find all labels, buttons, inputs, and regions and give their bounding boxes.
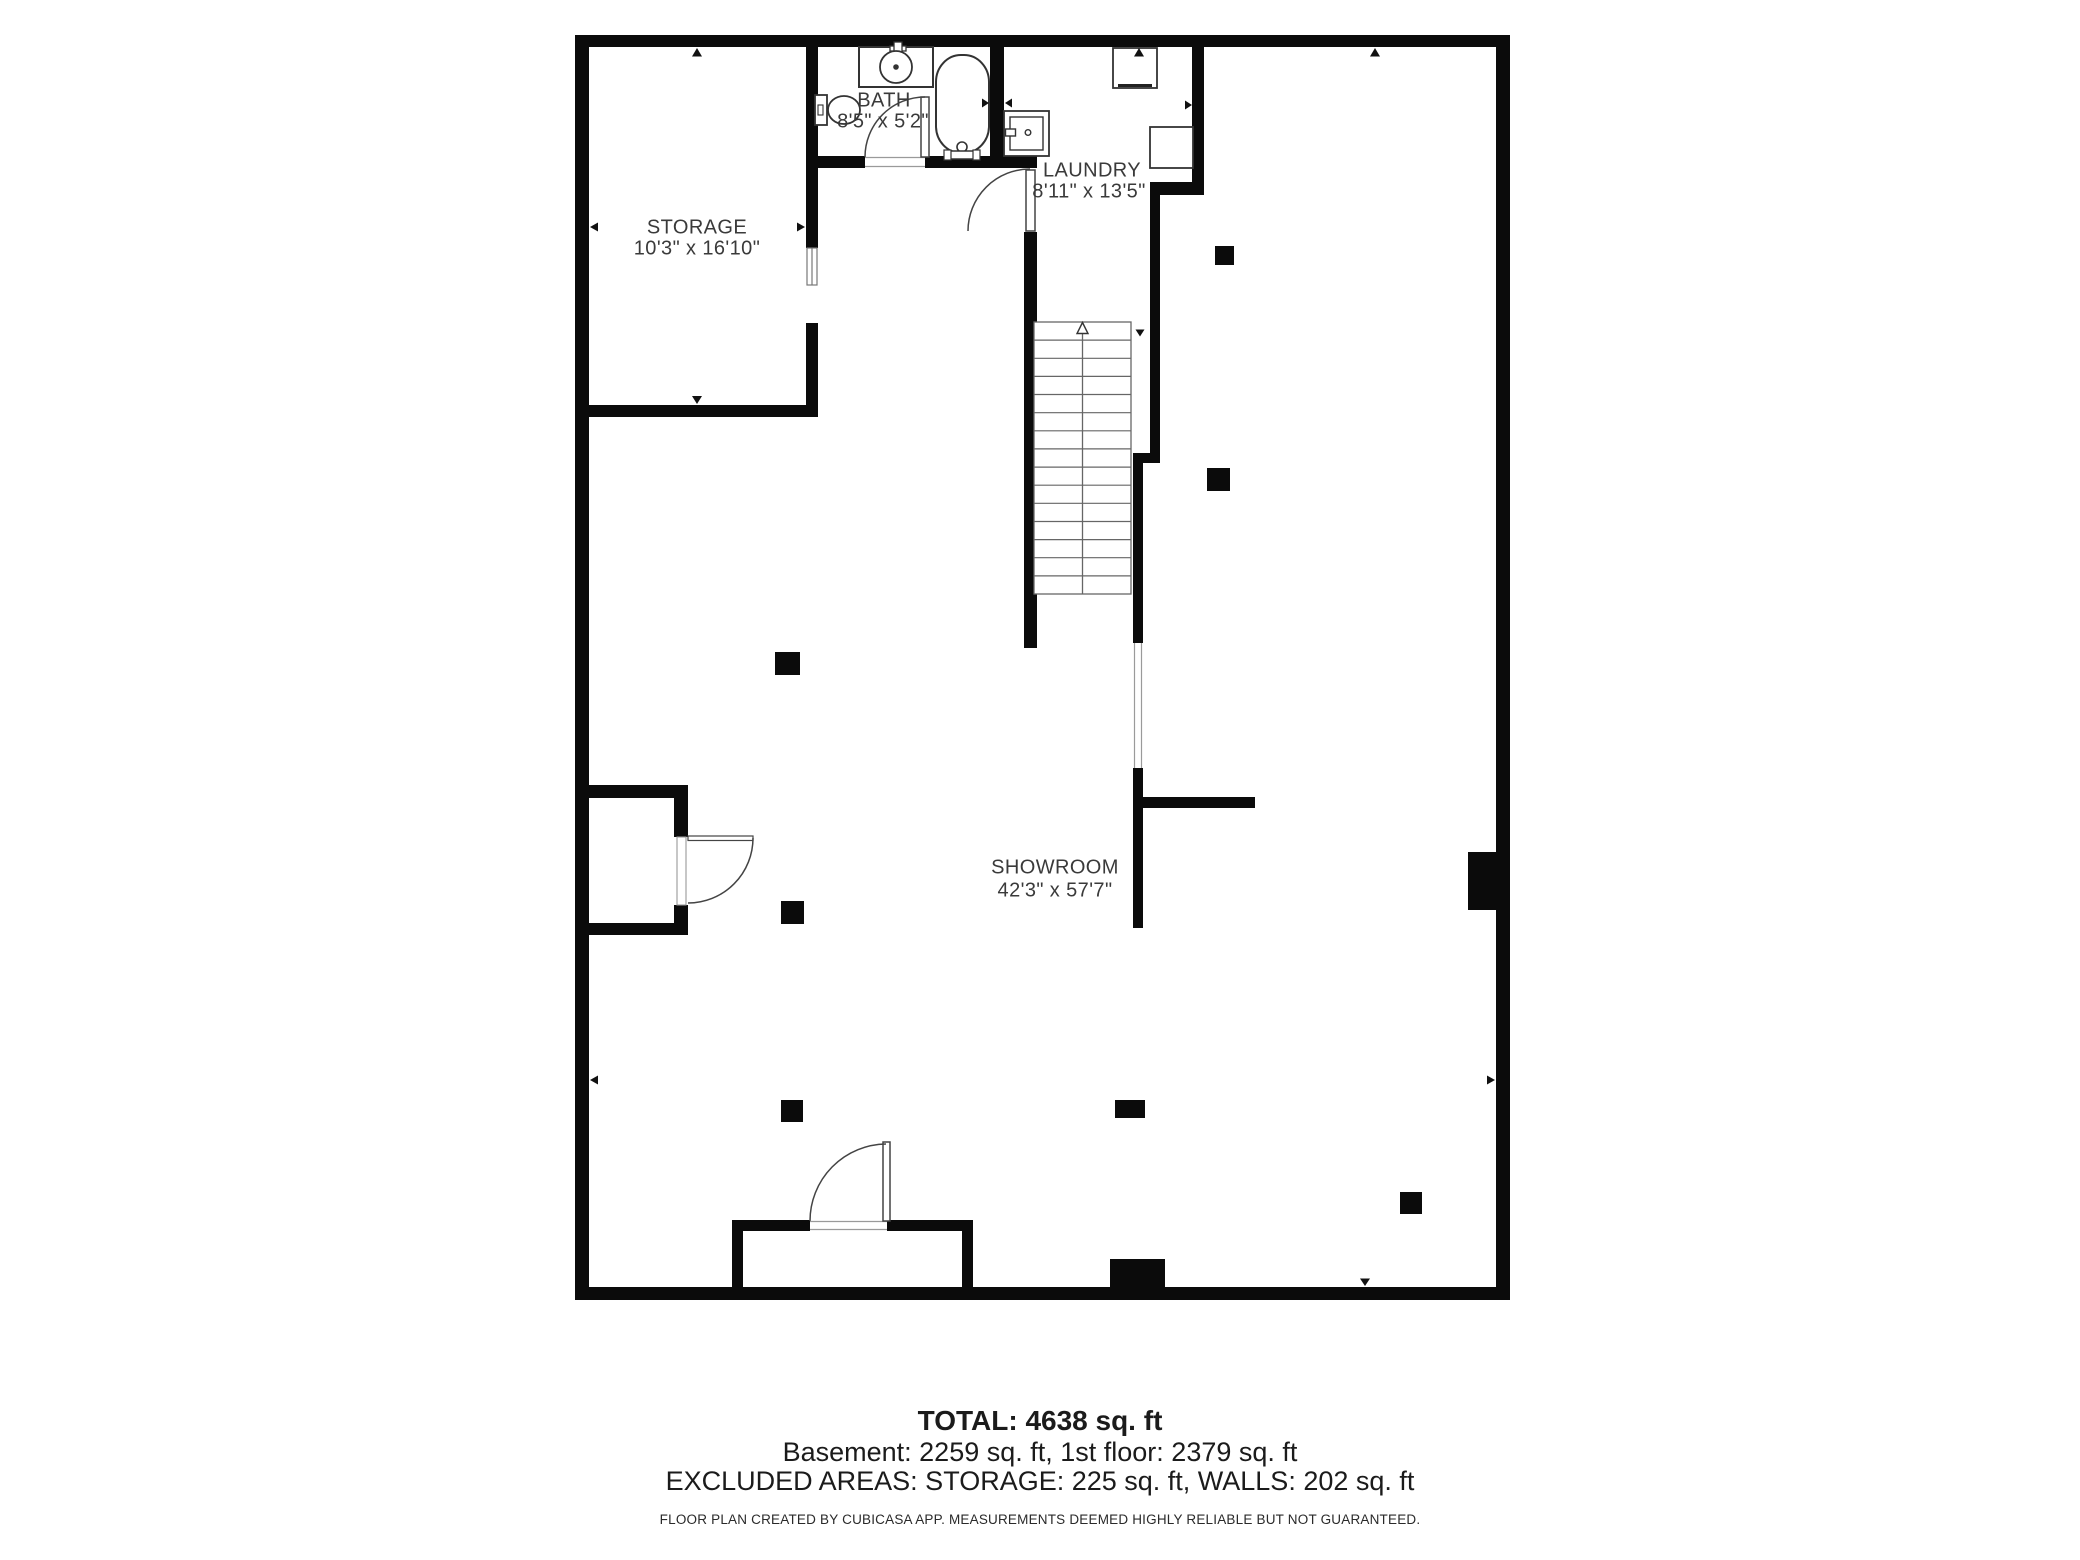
wall-outer-left	[575, 35, 589, 1299]
closet-door-sill	[677, 837, 686, 905]
storage-window	[807, 248, 817, 285]
marker-arrow-icon	[1370, 48, 1380, 57]
wall-vestibule-top-left	[732, 1220, 810, 1231]
column	[775, 652, 800, 675]
column	[1115, 1100, 1145, 1118]
room-label-laundry: LAUNDRY	[1042, 159, 1142, 182]
bath-door-sill	[865, 158, 925, 167]
marker-arrow-icon	[692, 396, 702, 404]
wall-closet-right-upper	[674, 785, 688, 837]
wall-right-protrusion	[1468, 852, 1496, 910]
room-dims-storage: 10'3" x 16'10"	[633, 237, 761, 260]
marker-arrow-icon	[797, 223, 805, 232]
summary-excluded: EXCLUDED AREAS: STORAGE: 225 sq. ft, WALLS: 202 sq. ft	[665, 1466, 1415, 1496]
room-label-showroom: SHOWROOM	[991, 856, 1119, 879]
marker-arrow-icon	[692, 48, 702, 57]
summary-floors: Basement: 2259 sq. ft, 1st floor: 2379 sq. ft	[782, 1437, 1298, 1467]
wall-outer-top	[575, 35, 1510, 47]
wall-storage-divider-lower	[806, 323, 818, 417]
marker-arrow-icon	[1360, 1279, 1370, 1287]
wall-stairs-right-upper	[1150, 182, 1160, 455]
room-dims-bath: 8'5" x 5'2"	[837, 110, 929, 133]
column	[781, 1100, 803, 1122]
wall-closet-top	[585, 785, 688, 798]
shower-icon	[1004, 111, 1049, 156]
column	[1207, 468, 1230, 491]
stair-passage-opening	[1135, 643, 1142, 768]
room-dims-laundry: 8'11" x 13'5"	[1032, 180, 1146, 203]
room-label-bath: BATH	[857, 89, 911, 112]
column	[1215, 246, 1234, 265]
doors	[688, 97, 1035, 1221]
bathtub-icon	[936, 55, 989, 160]
sink-vanity-icon	[859, 42, 933, 87]
summary-total: TOTAL: 4638 sq. ft	[917, 1405, 1163, 1436]
vestibule-door-sill	[810, 1222, 887, 1230]
room-label-storage: STORAGE	[646, 216, 748, 239]
column	[1400, 1192, 1422, 1214]
openings	[677, 158, 1142, 1230]
marker-arrow-icon	[1487, 1076, 1495, 1085]
wall-laundry-right-upper	[1192, 47, 1204, 195]
wall-outer-right	[1496, 35, 1510, 1300]
washer-icon	[1113, 48, 1157, 88]
marker-arrow-icon	[1005, 99, 1012, 108]
wall-bath-bottom-left	[806, 156, 865, 168]
wall-vestibule-right	[962, 1220, 973, 1287]
wall-stairs-right-mid	[1133, 453, 1143, 643]
closet-door	[688, 836, 753, 903]
marker-arrow-icon	[1185, 101, 1192, 110]
wall-showroom-branch	[1133, 797, 1255, 808]
wall-storage-divider-upper	[806, 35, 818, 248]
marker-arrow-icon	[590, 223, 598, 232]
marker-arrow-icon	[1136, 330, 1145, 337]
wall-bottom-protrusion	[1110, 1259, 1165, 1287]
staircase	[1034, 322, 1131, 594]
wall-stairs-right-lower	[1133, 768, 1143, 928]
wall-outer-bottom	[575, 1287, 1510, 1300]
dryer-icon	[1150, 127, 1193, 168]
wall-storage-bottom	[575, 405, 818, 417]
marker-arrow-icon	[590, 1076, 598, 1085]
wall-vestibule-top-right	[887, 1220, 973, 1231]
column	[781, 901, 804, 924]
footer-disclaimer: FLOOR PLAN CREATED BY CUBICASA APP. MEASUREMENTS DEEMED HIGHLY RELIABLE BUT NOT GUARANTEED.	[659, 1512, 1421, 1527]
wall-bath-bottom-right	[925, 156, 1037, 168]
wall-bath-laundry-divider	[990, 47, 1004, 156]
room-dims-showroom: 42'3" x 57'7"	[997, 879, 1113, 902]
wall-closet-bottom	[585, 923, 688, 935]
laundry-door	[968, 169, 1035, 231]
entry-door	[810, 1142, 890, 1221]
